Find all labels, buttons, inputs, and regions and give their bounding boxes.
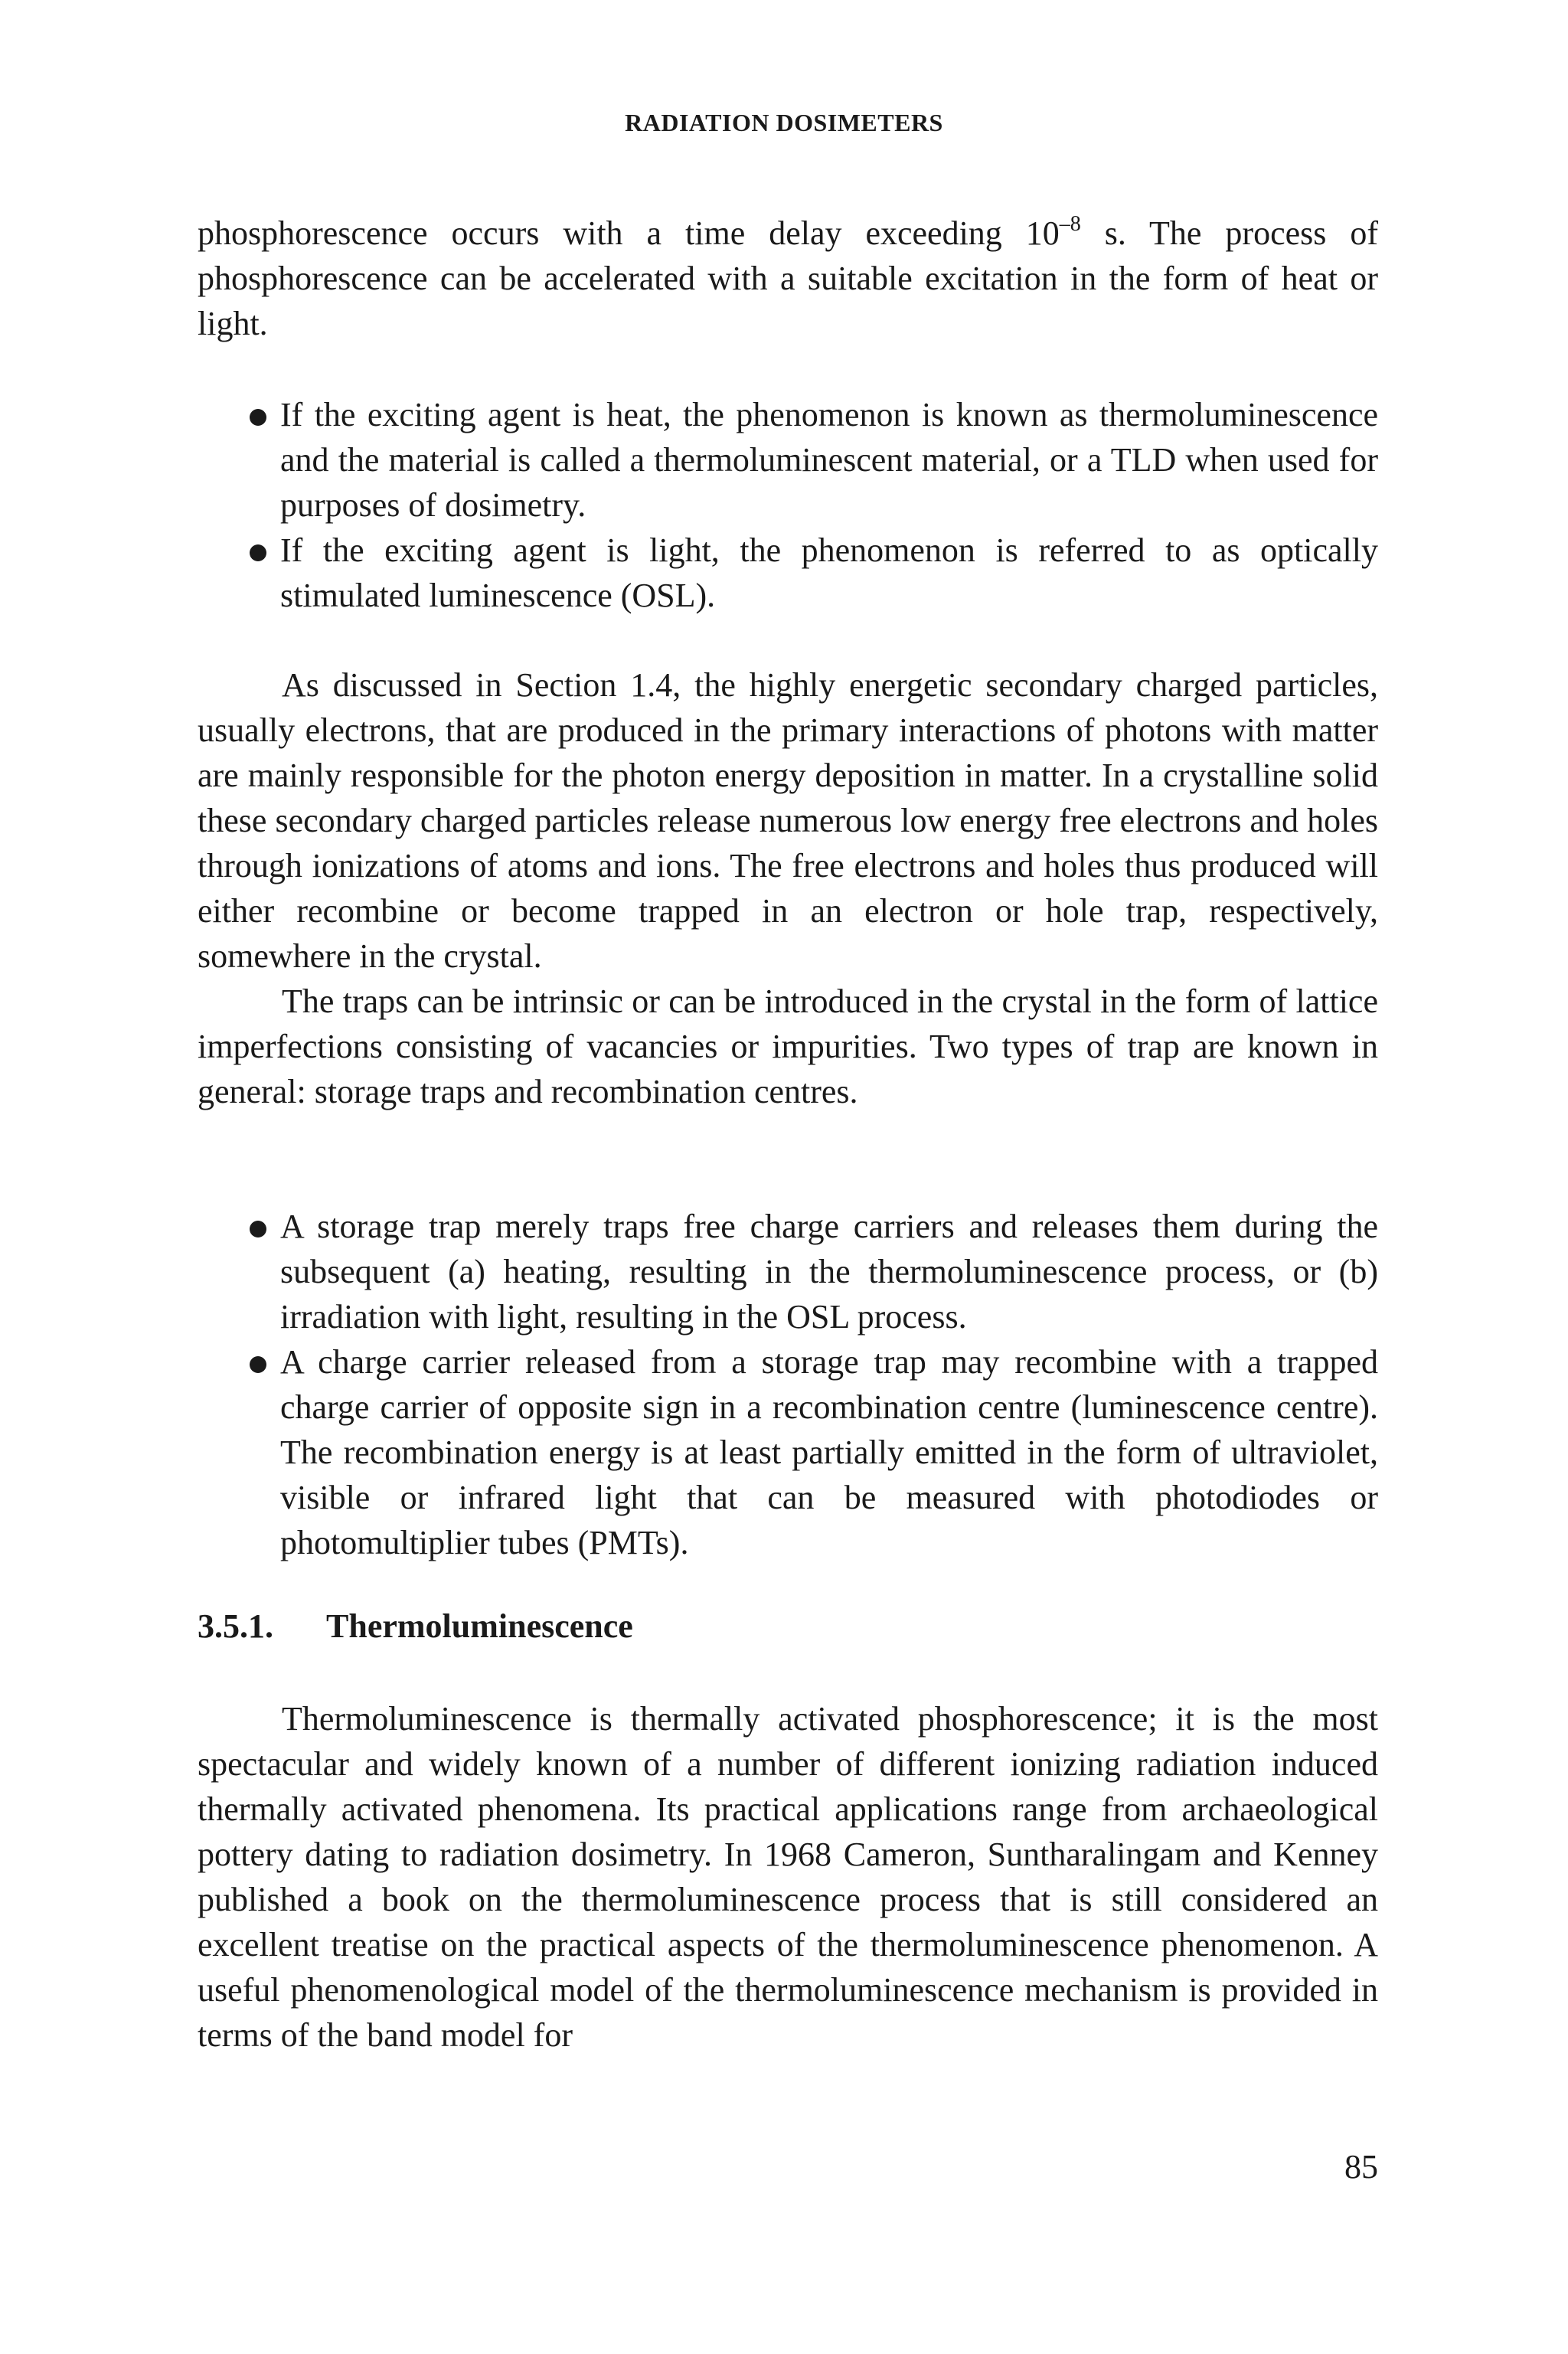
section-title: Thermoluminescence [326,1607,633,1645]
paragraph: Thermoluminescence is thermally activated phosphorescence; it is the most spectacular and widely known of a number of different ionizing radiation induced thermally activated phenomena. Its practical applications range from archaeological pottery dating to radiation dosimetry. In 1968 Cameron, Suntharalingam and Kenney published a book on the thermoluminescence process that is still considered an excellent treatise on the practical aspects of the thermoluminescence phenomenon. A useful phenomenological model of the thermoluminescence mechanism is provided in terms of the band model for [198,1700,1378,2054]
bullet-list-traps [198,1204,1378,1565]
bullet-icon [250,1221,266,1237]
bullet-icon [250,409,266,426]
list-item-text: A charge carrier released from a storage trap may recombine with a trapped charge carrier of opposite sign in a recombination centre (luminescence centre). The recombination energy is at least partially emitted in the form of ultraviolet, visible or infrared light that can be measured with photodiodes or photomultiplier tubes (PMTs). [280,1343,1378,1561]
list-item [198,1339,1378,1565]
section-number: 3.5.1. [198,1607,273,1645]
page-number: 85 [1344,2148,1378,2186]
list-item [198,392,1378,528]
exponent: –8 [1059,212,1081,236]
bullet-icon [250,1356,266,1373]
thermoluminescence-paragraph [198,1696,1378,2058]
intro-text-end: s. The process of phosphorescence can be accelerated with a suitable excitation in the form of heat or light. [198,214,1378,342]
bullet-list-luminescence [198,392,1378,618]
section-heading [198,1607,633,1646]
intro-paragraph [198,211,1378,346]
running-head: RADIATION DOSIMETERS [625,109,943,136]
list-item-text: If the exciting agent is light, the phenomenon is referred to as optically stimulated luminescence (OSL). [280,531,1378,614]
intro-text-start: phosphorescence occurs with a time delay exceeding 10 [198,214,1060,252]
list-item [198,528,1378,618]
list-item [198,1204,1378,1339]
paragraph: The traps can be intrinsic or can be introduced in the crystal in the form of lattice imperfections consisting of vacancies or impurities. Two types of trap are known in general: storage traps and recombination centres. [198,982,1378,1110]
body-paragraphs [198,662,1378,1114]
list-item-text: A storage trap merely traps free charge carriers and releases them during the subsequent (a) heating, resulting in the thermoluminescence process, or (b) irradiation with light, resulting in the OSL process. [280,1208,1378,1336]
paragraph: As discussed in Section 1.4, the highly energetic secondary charged particles, usually electrons, that are produced in the primary interactions of photons with matter are mainly responsible for the photon energy deposition in matter. In a crystalline solid these secondary charged particles release numerous low energy free electrons and holes through ionizations of atoms and ions. The free electrons and holes thus produced will either recombine or become trapped in an electron or hole trap, respectively, somewhere in the crystal. [198,666,1378,975]
list-item-text: If the exciting agent is heat, the phenomenon is known as thermoluminescence and the material is called a thermoluminescent material, or a TLD when used for purposes of dosimetry. [280,396,1378,524]
bullet-icon [250,544,266,561]
